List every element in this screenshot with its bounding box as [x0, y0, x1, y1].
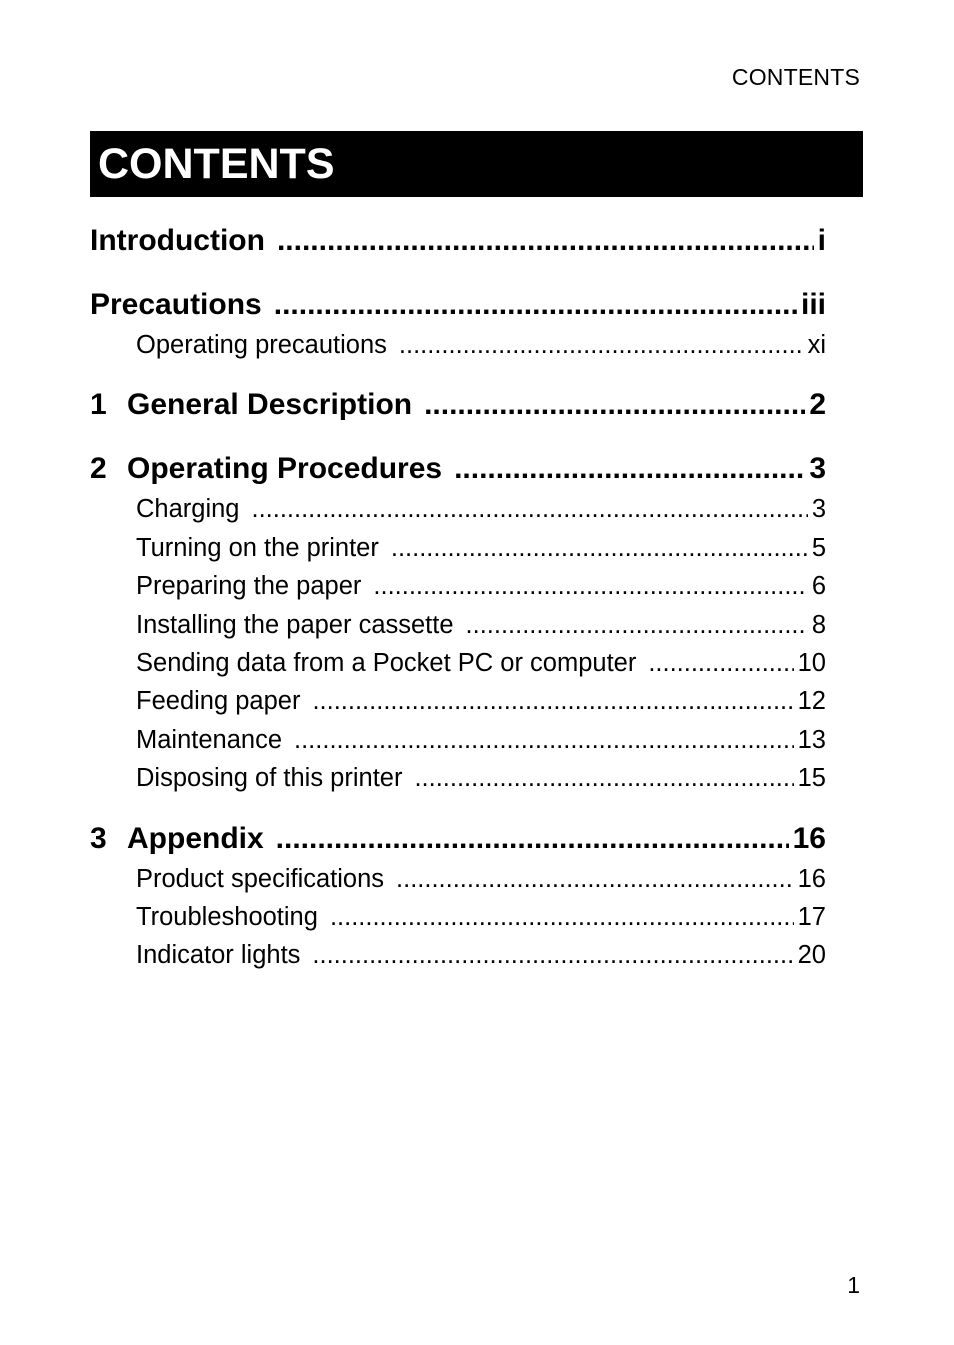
- toc-page-number: 6: [811, 572, 826, 601]
- toc-page-number: 10: [797, 648, 826, 677]
- toc-subentry-operating-precautions[interactable]: [90, 326, 826, 364]
- toc-subentry-sending-data[interactable]: [90, 644, 826, 682]
- toc-entry-label: Precautions: [90, 288, 262, 321]
- toc-entry-chapter-2[interactable]: [90, 448, 826, 490]
- page-title-bar: [90, 131, 863, 197]
- leader-dots: [399, 326, 804, 364]
- toc-subentry-indicator-lights[interactable]: [90, 936, 826, 974]
- leader-dots: [312, 682, 793, 720]
- toc-subentry-disposing[interactable]: [90, 759, 826, 797]
- toc-page-number: i: [817, 224, 826, 257]
- leader-dots: [373, 567, 807, 605]
- toc-page-number: 3: [809, 452, 826, 486]
- chapter-number: 3: [90, 821, 107, 855]
- leader-dots: [424, 384, 805, 426]
- toc-subentry-turning-on[interactable]: [90, 529, 826, 567]
- toc-entry-label: [90, 384, 412, 426]
- toc-page-number: 13: [797, 725, 826, 754]
- toc-entry-chapter-1[interactable]: [90, 384, 826, 426]
- leader-dots: [648, 644, 793, 682]
- leader-dots: [312, 936, 793, 974]
- toc-subentry-charging[interactable]: [90, 490, 826, 528]
- chapter-title: General Description: [127, 388, 413, 422]
- toc-page-number: 2: [809, 388, 826, 422]
- toc-entry-label: [90, 818, 264, 860]
- toc-subentry-maintenance[interactable]: [90, 721, 826, 759]
- toc-entry-label: Installing the paper cassette: [136, 610, 454, 639]
- toc-page-number: 20: [797, 941, 826, 970]
- toc-entry-label: Indicator lights: [136, 941, 301, 970]
- toc-entry-label: Maintenance: [136, 725, 283, 754]
- toc-entry-label: Disposing of this printer: [136, 764, 403, 793]
- leader-dots: [330, 898, 794, 936]
- toc-entry-label: Troubleshooting: [136, 902, 318, 931]
- leader-dots: [466, 606, 808, 644]
- toc-subentry-installing-cassette[interactable]: [90, 606, 826, 644]
- running-header: CONTENTS: [731, 64, 860, 90]
- toc-page-number: 16: [797, 864, 826, 893]
- toc-subentry-troubleshooting[interactable]: [90, 898, 826, 936]
- toc-page-number: iii: [800, 288, 826, 321]
- chapter-number: 1: [90, 388, 107, 422]
- toc-entry-label: Feeding paper: [136, 687, 301, 716]
- toc-entry-label: Charging: [136, 495, 240, 524]
- page-title: CONTENTS: [98, 140, 335, 188]
- toc-page-number: xi: [807, 331, 826, 359]
- leader-dots: [414, 759, 793, 797]
- toc-entry-label: Turning on the printer: [136, 533, 379, 562]
- leader-dots: [454, 448, 805, 490]
- toc-page-number: 3: [811, 495, 826, 524]
- leader-dots: [294, 721, 794, 759]
- toc-subentry-product-specifications[interactable]: [90, 860, 826, 898]
- toc-page-number: 17: [797, 902, 826, 931]
- toc-page-number: 15: [797, 764, 826, 793]
- toc-entry-label: Preparing the paper: [136, 572, 362, 601]
- leader-dots: [391, 529, 808, 567]
- toc-entry-label: Product specifications: [136, 864, 385, 893]
- leader-dots: [251, 490, 807, 528]
- toc-page-number: 16: [792, 821, 826, 855]
- toc-entry-label: Operating precautions: [136, 331, 387, 359]
- chapter-title: Operating Procedures: [127, 452, 443, 486]
- toc-page-number: 8: [811, 610, 826, 639]
- toc-subentry-feeding-paper[interactable]: [90, 682, 826, 720]
- chapter-title: Appendix: [127, 821, 264, 855]
- toc-subentry-preparing-paper[interactable]: [90, 567, 826, 605]
- toc-entry-label: Sending data from a Pocket PC or computer: [136, 648, 637, 677]
- leader-dots: [396, 860, 794, 898]
- toc-entry-chapter-3[interactable]: [90, 818, 826, 860]
- page-number: 1: [847, 1272, 860, 1298]
- leader-dots: [277, 220, 814, 262]
- toc-page-number: 5: [811, 533, 826, 562]
- toc-entry-precautions[interactable]: [90, 284, 826, 326]
- toc-entry-introduction[interactable]: [90, 220, 826, 262]
- toc-entry-label: Introduction: [90, 224, 265, 257]
- leader-dots: [276, 818, 789, 860]
- toc-entry-label: [90, 448, 442, 490]
- table-of-contents: [90, 220, 826, 975]
- leader-dots: [274, 284, 797, 326]
- toc-page-number: 12: [797, 687, 826, 716]
- chapter-number: 2: [90, 452, 107, 486]
